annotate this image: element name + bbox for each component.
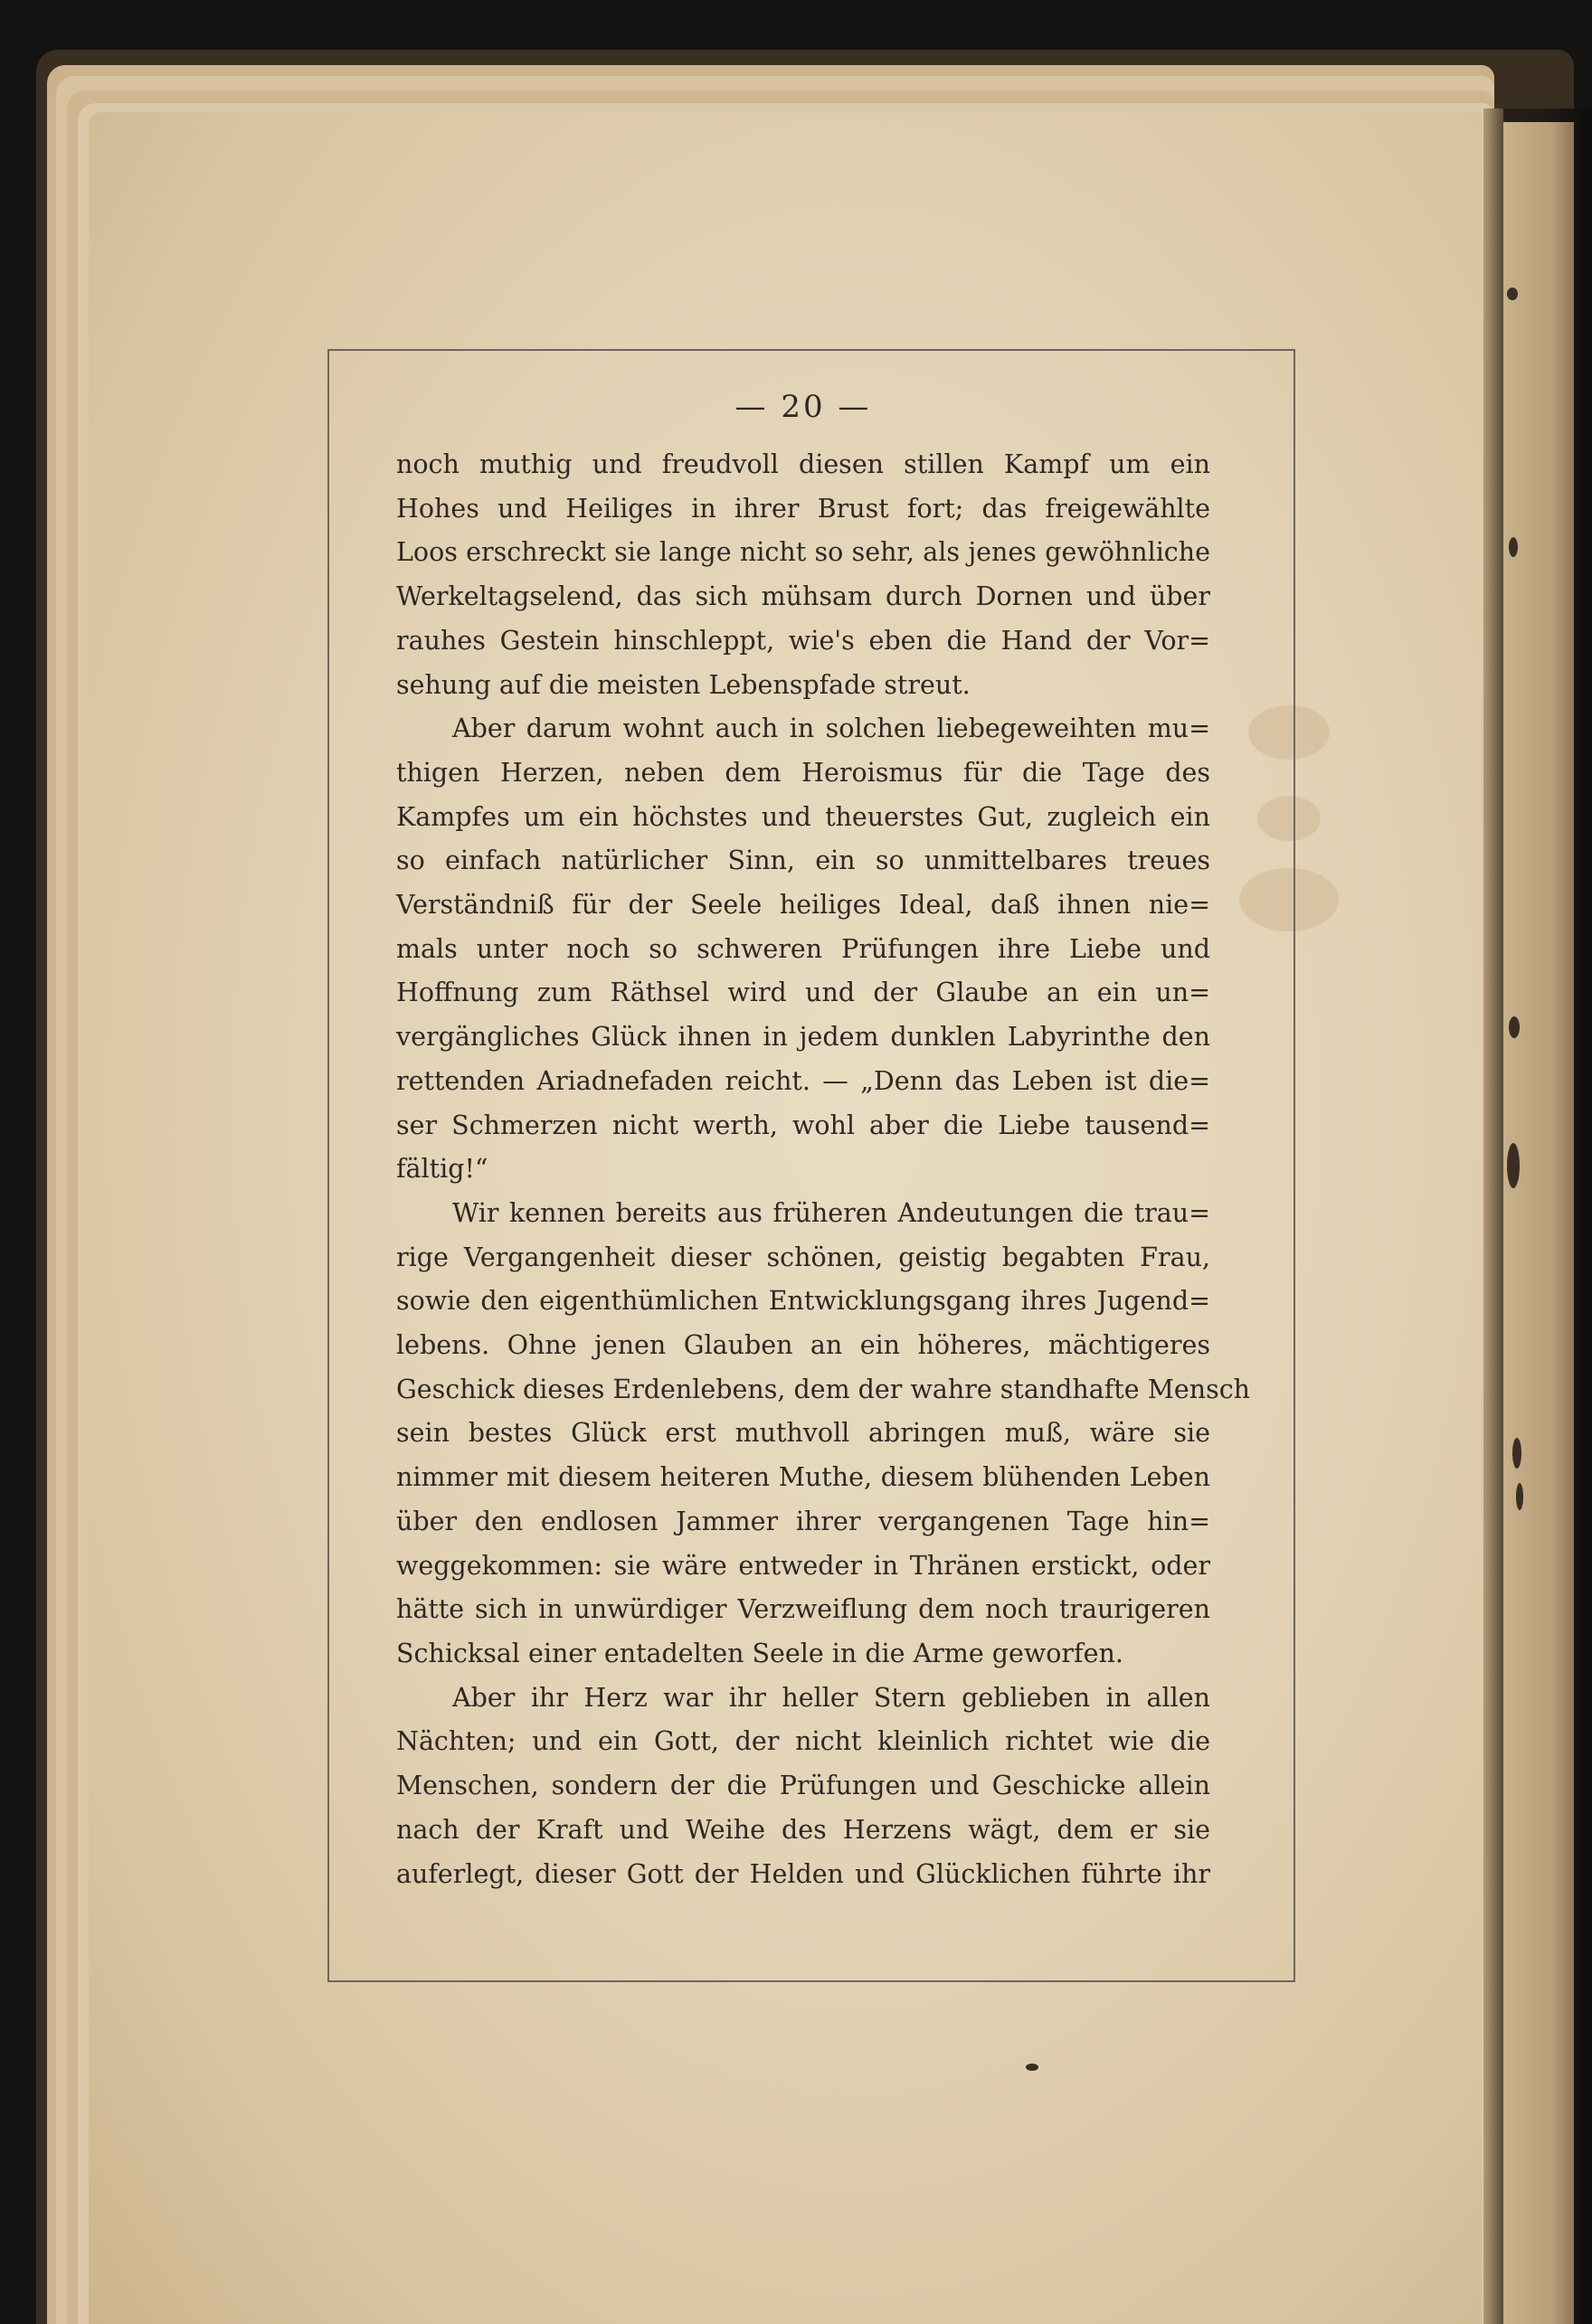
paper-speck [1509, 1016, 1520, 1038]
text-line: weggekommen: sie wäre entweder in Thränen erstickt, oder [396, 1550, 1210, 1581]
paper-speck [1026, 2064, 1038, 2071]
text-line: lebens. Ohne jenen Glauben an ein höheres, mächtigeres [396, 1330, 1210, 1361]
paragraph-4 [396, 1677, 1210, 1897]
text-line: Aber darum wohnt auch in solchen liebegeweihten mu= [452, 713, 1210, 744]
text-line: Wir kennen bereits aus früheren Andeutungen die trau= [452, 1197, 1210, 1228]
text-line: sehung auf die meisten Lebenspfade streut. [396, 669, 971, 700]
text-line: Aber ihr Herz war ihr heller Stern geblieben in allen [452, 1682, 1210, 1713]
text-line: thigen Herzen, neben dem Heroismus für die Tage des [396, 757, 1210, 788]
text-line: Nächten; und ein Gott, der nicht kleinlich richtet wie die [396, 1726, 1210, 1757]
text-line: Werkeltagselend, das sich mühsam durch Dornen und über [396, 581, 1210, 612]
text-line: nach der Kraft und Weihe des Herzens wägt, dem er sie [396, 1814, 1210, 1845]
text-line: Hohes und Heiliges in ihrer Brust fort; das freigewählte [396, 493, 1210, 524]
text-line: noch muthig und freudvoll diesen stillen Kampf um ein [396, 449, 1210, 479]
paper-speck [1507, 288, 1518, 300]
page-text-block [396, 389, 1251, 1896]
text-line: Geschick dieses Erdenlebens, dem der wahre standhafte Mensch [396, 1374, 1251, 1404]
book-gutter [1483, 109, 1503, 2324]
text-line: rige Vergangenheit dieser schönen, geistig begabten Frau, [396, 1242, 1210, 1272]
text-line: hätte sich in unwürdiger Verzweiflung dem noch traurigeren [396, 1594, 1210, 1625]
page-number: — 20 — [734, 389, 872, 425]
text-line: nimmer mit diesem heiteren Muthe, diesem blühenden Leben [396, 1462, 1210, 1493]
text-line: sowie den eigenthümlichen Entwicklungsgang ihres Jugend= [396, 1286, 1210, 1317]
text-line: Hoffnung zum Räthsel wird und der Glaube an ein un= [396, 978, 1210, 1008]
paper-speck [1516, 1483, 1523, 1510]
text-line: Loos erschreckt sie lange nicht so sehr, als jenes gewöhnliche [396, 537, 1210, 568]
text-line: auferlegt, dieser Gott der Helden und Glücklichen führte ihr [396, 1858, 1210, 1889]
text-line: rettenden Ariadnefaden reicht. — „Denn das Leben ist die= [396, 1065, 1210, 1096]
text-line: so einfach natürlicher Sinn, ein so unmittelbares treues [396, 846, 1210, 876]
text-line: Schicksal einer entadelten Seele in die Arme geworfen. [396, 1638, 1123, 1668]
paper-speck [1512, 1438, 1521, 1469]
text-line: sein bestes Glück erst muthvoll abringen muß, wäre sie [396, 1418, 1210, 1449]
paragraph-2 [396, 707, 1210, 1192]
text-line: über den endlosen Jammer ihrer vergangenen Tage hin= [396, 1506, 1210, 1536]
text-line: Verständniß für der Seele heiliges Ideal, daß ihnen nie= [396, 890, 1210, 921]
paragraph-1 [396, 443, 1210, 707]
text-line: vergängliches Glück ihnen in jedem dunklen Labyrinthe den [396, 1022, 1210, 1053]
text-line: rauhes Gestein hinschleppt, wie's eben die Hand der Vor= [396, 625, 1210, 656]
paper-speck [1509, 537, 1518, 557]
text-line: mals unter noch so schweren Prüfungen ihre Liebe und [396, 933, 1210, 964]
text-line: Menschen, sondern der die Prüfungen und Geschicke allein [396, 1771, 1210, 1801]
paper-speck [1507, 1143, 1520, 1188]
paragraph-3 [396, 1192, 1251, 1677]
text-line: Kampfes um ein höchstes und theuerstes Gut, zugleich ein [396, 801, 1210, 832]
text-line: ser Schmerzen nicht werth, wohl aber die Liebe tausend= [396, 1110, 1210, 1140]
text-line: fältig!“ [396, 1154, 488, 1185]
facing-page-strip [1502, 122, 1574, 2324]
